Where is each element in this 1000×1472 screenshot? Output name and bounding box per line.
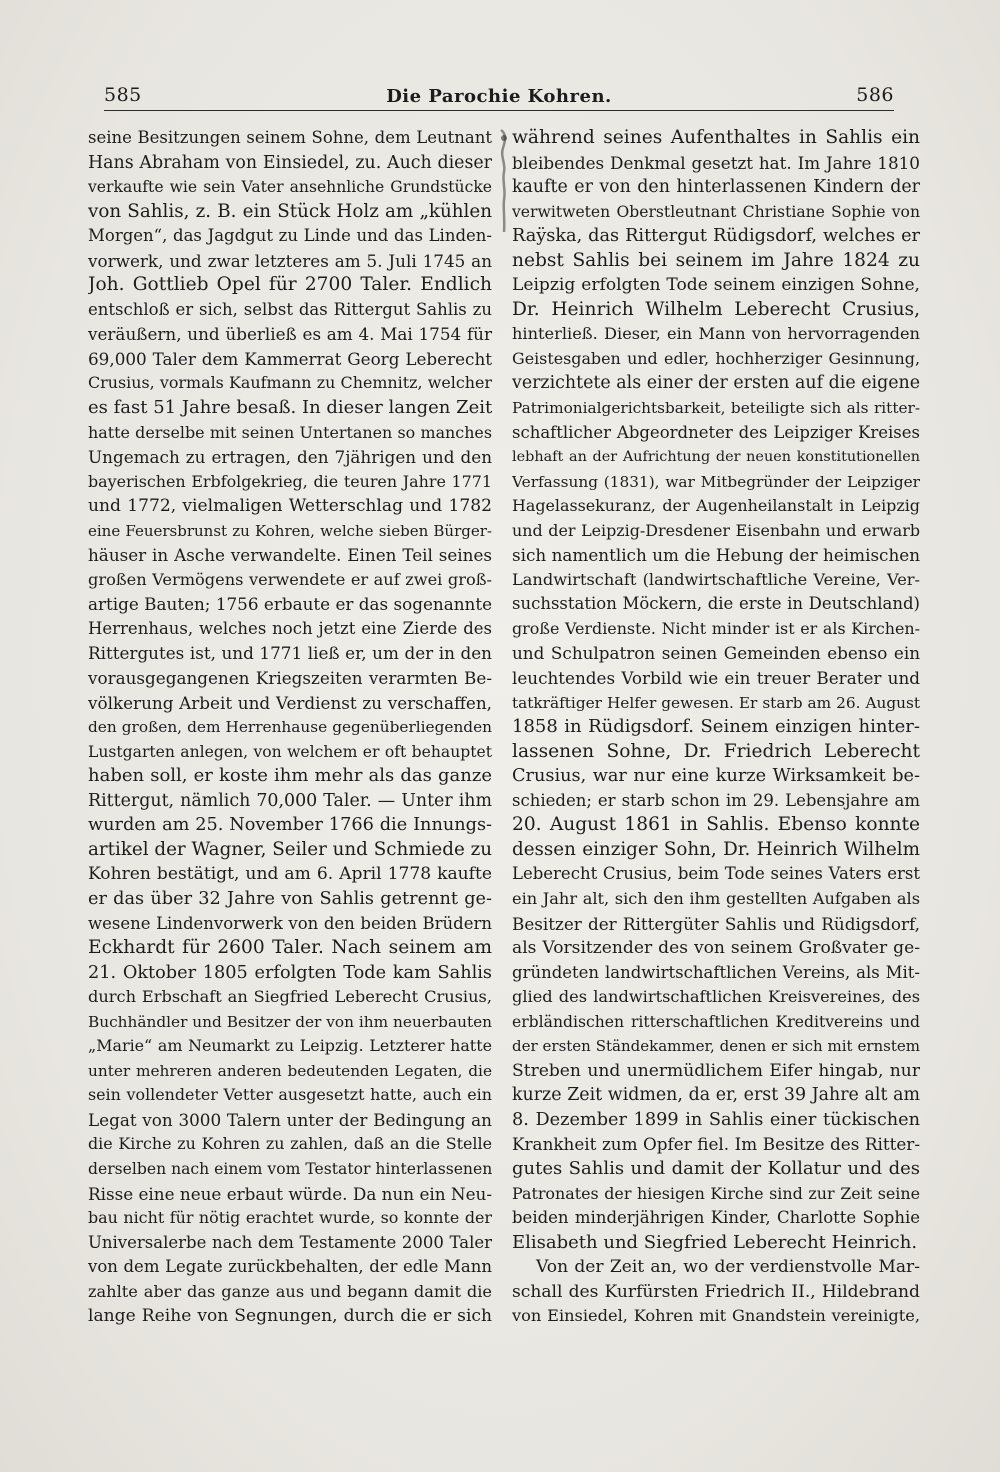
text-line: tatkräftiger Helfer gewesen. Er starb am 26. August bbox=[512, 693, 920, 712]
text-line: die Kirche zu Kohren zu zahlen, daß an die Stelle bbox=[88, 1134, 492, 1154]
text-line: 21. Oktober 1805 erfolgten Tode kam Sahlis bbox=[88, 962, 492, 983]
text-line: hinterließ. Dieser, ein Mann von hervorragenden bbox=[512, 324, 920, 344]
text-line: durch Erbschaft an Siegfried Leberecht Crusius, bbox=[88, 987, 492, 1007]
text-line: große Verdienste. Nicht minder ist er als Kirchen- bbox=[512, 618, 920, 638]
text-line: nebst Sahlis bei seinem im Jahre 1824 zu bbox=[512, 249, 920, 271]
text-line: verzichtete als einer der ersten auf die eigene bbox=[512, 373, 920, 394]
text-line: Eckhardt für 2600 Taler. Nach seinem am bbox=[88, 937, 492, 959]
text-line: es fast 51 Jahre besaß. In dieser langen Zeit bbox=[88, 397, 492, 419]
text-line: eine Feuersbrunst zu Kohren, welche sieben Bürger- bbox=[88, 521, 492, 540]
text-line: verwitweten Oberstleutnant Christiane Sophie von bbox=[512, 202, 920, 221]
right-text-column bbox=[512, 126, 920, 1329]
left-text-column bbox=[88, 126, 492, 1329]
text-line: gründeten landwirtschaftlichen Vereins, als Mit- bbox=[512, 962, 920, 982]
text-line: großen Vermögens verwendete er auf zwei groß- bbox=[88, 569, 492, 589]
text-line: Universalerbe nach dem Testamente 2000 Taler bbox=[88, 1232, 492, 1252]
text-line: veräußern, und überließ es am 4. Mai 1754 für bbox=[88, 324, 492, 345]
text-line: und Schulpatron seinen Gemeinden ebenso ein bbox=[512, 643, 920, 664]
text-line: Dr. Heinrich Wilhelm Leberecht Crusius, bbox=[512, 298, 920, 320]
text-line: erbländischen ritterschaftlichen Kreditvereins und bbox=[512, 1012, 920, 1031]
text-line: 69,000 Taler dem Kammerrat Georg Leberecht bbox=[88, 348, 492, 369]
text-line: Kohren bestätigt, und am 6. April 1778 kaufte bbox=[88, 864, 492, 885]
text-line: Joh. Gottlieb Opel für 2700 Taler. Endlich bbox=[88, 274, 492, 296]
text-line: wurden am 25. November 1766 die Innungs- bbox=[88, 815, 492, 836]
text-line: sein vollendeter Vetter ausgesetzt hatte, auch ein bbox=[88, 1085, 492, 1105]
text-line: Besitzer der Rittergüter Sahlis und Rüdigsdorf, bbox=[512, 913, 920, 934]
text-line: kaufte er von den hinterlassenen Kindern der bbox=[512, 177, 920, 198]
text-line: Crusius, war nur eine kurze Wirksamkeit be- bbox=[512, 766, 920, 787]
text-line: zahlte aber das ganze aus und begann damit die bbox=[88, 1281, 492, 1301]
text-line: unter mehreren anderen bedeutenden Legaten, die bbox=[88, 1061, 492, 1080]
text-line: Landwirtschaft (landwirtschaftliche Vereine, Ver- bbox=[512, 569, 920, 589]
text-line: Patrimonialgerichtsbarkeit, beteiligte sich als ritter- bbox=[512, 399, 920, 418]
text-line: seine Besitzungen seinem Sohne, dem Leutnant bbox=[88, 128, 492, 147]
text-line: Geistesgaben und edler, hochherziger Gesinnung, bbox=[512, 348, 920, 368]
text-line: beiden minderjährigen Kinder, Charlotte Sophie bbox=[512, 1208, 920, 1228]
text-line: vorausgegangenen Kriegszeiten verarmten Be- bbox=[88, 668, 492, 689]
text-line: 1858 in Rüdigsdorf. Seinem einzigen hinter- bbox=[512, 716, 920, 738]
text-line: und der Leipzig-Dresdener Eisenbahn und erwarb bbox=[512, 520, 920, 540]
text-line: häuser in Asche verwandelte. Einen Teil seines bbox=[88, 545, 492, 566]
text-line: verkaufte wie sein Vater ansehnliche Grundstücke bbox=[88, 178, 492, 197]
text-line: kurze Zeit widmen, da er, erst 39 Jahre alt am bbox=[512, 1085, 920, 1106]
text-line: artikel der Wagner, Seiler und Schmiede zu bbox=[88, 838, 492, 860]
text-line: gutes Sahlis und damit der Kollatur und des bbox=[512, 1157, 920, 1179]
text-line: Herrenhaus, welches noch jetzt eine Zierde des bbox=[88, 618, 492, 638]
text-line: vorwerk, und zwar letzteres am 5. Juli 1745 an bbox=[88, 250, 492, 271]
text-line: er das über 32 Jahre von Sahlis getrennt ge- bbox=[88, 888, 492, 909]
text-line: Crusius, vormals Kaufmann zu Chemnitz, welcher bbox=[88, 373, 492, 393]
text-line: Hagelassekuranz, der Augenheilanstalt in Leipzig bbox=[512, 496, 920, 516]
text-line: ein Jahr alt, sich den ihm gestellten Aufgaben als bbox=[512, 888, 920, 908]
text-line: Ungemach zu ertragen, den 7jährigen und den bbox=[88, 447, 492, 468]
text-line: Leberecht Crusius, beim Tode seines Vaters erst bbox=[512, 864, 920, 884]
header-rule bbox=[104, 110, 894, 111]
text-line: Rittergutes ist, und 1771 ließ er, um der in den bbox=[88, 643, 492, 664]
text-line: von dem Legate zurückbehalten, der edle Mann bbox=[88, 1257, 492, 1277]
text-line: Hans Abraham von Einsiedel, zu. Auch dieser bbox=[88, 152, 492, 173]
text-line: „Marie“ am Neumarkt zu Leipzig. Letzterer hatte bbox=[88, 1036, 492, 1056]
text-line: wesene Lindenvorwerk von den beiden Brüdern bbox=[88, 913, 492, 933]
text-line: Leipzig erfolgten Tode seinem einzigen Sohne, bbox=[512, 275, 920, 296]
text-line: und 1772, vielmaligen Wetterschlag und 1782 bbox=[88, 496, 492, 517]
text-line: Lustgarten anlegen, von welchem er oft behauptet bbox=[88, 742, 492, 761]
text-line: als Vorsitzender des von seinem Großvater ge- bbox=[512, 938, 920, 959]
text-line: Risse eine neue erbaut würde. Da nun ein Neu- bbox=[88, 1183, 492, 1204]
text-line: Krankheit zum Opfer fiel. Im Besitze des Ritter- bbox=[512, 1134, 920, 1155]
text-line: lassenen Sohne, Dr. Friedrich Leberecht bbox=[512, 740, 920, 762]
text-line: haben soll, er koste ihm mehr als das ganze bbox=[88, 765, 492, 787]
text-line: 20. August 1861 in Sahlis. Ebenso konnte bbox=[512, 814, 920, 836]
text-line: von Einsiedel, Kohren mit Gnandstein vereinigte, bbox=[512, 1306, 920, 1326]
text-line: bayerischen Erbfolgekrieg, die teuren Jahre 1771 bbox=[88, 471, 492, 491]
text-line: suchsstation Möckern, die erste in Deutschland) bbox=[512, 594, 920, 614]
text-line: der ersten Ständekammer, denen er sich mit ernstem bbox=[512, 1037, 920, 1056]
text-line: artige Bauten; 1756 erbaute er das sogenannte bbox=[88, 594, 492, 615]
page-number-right: 586 bbox=[856, 84, 894, 106]
text-line: Morgen“, das Jagdgut zu Linde und das Linden- bbox=[88, 226, 492, 246]
gutter-smudge bbox=[496, 128, 512, 238]
text-line: Rittergut, nämlich 70,000 Taler. — Unter ihm bbox=[88, 790, 492, 811]
text-line: Buchhändler und Besitzer der von ihm neuerbauten bbox=[88, 1012, 492, 1031]
text-line: 8. Dezember 1899 in Sahlis einer tückischen bbox=[512, 1109, 920, 1130]
text-line: Raÿska, das Rittergut Rüdigsdorf, welches er bbox=[512, 226, 920, 247]
text-line: lange Reihe von Segnungen, durch die er sich bbox=[88, 1306, 492, 1327]
text-line: lebhaft an der Aufrichtung der neuen konstitutionellen bbox=[512, 449, 920, 466]
text-line: bau nicht für nötig erachtet wurde, so konnte der bbox=[88, 1208, 492, 1228]
text-line: Elisabeth und Siegfried Leberecht Heinrich. bbox=[512, 1231, 918, 1253]
text-line: dessen einziger Sohn, Dr. Heinrich Wilhelm bbox=[512, 838, 920, 860]
text-line: schieden; er starb schon im 29. Lebensjahre am bbox=[512, 790, 920, 810]
text-line: Patronates der hiesigen Kirche sind zur Zeit seine bbox=[512, 1183, 920, 1203]
text-line: Verfassung (1831), war Mitbegründer der Leipziger bbox=[512, 472, 920, 491]
text-line: derselben nach einem vom Testator hinterlassenen bbox=[88, 1159, 492, 1178]
text-line: völkerung Arbeit und Verdienst zu verschaffen, bbox=[88, 692, 492, 713]
text-line: leuchtendes Vorbild wie ein treuer Berater und bbox=[512, 668, 920, 689]
text-line: den großen, dem Herrenhause gegenüberliegenden bbox=[88, 718, 492, 737]
text-line: schaftlicher Abgeordneter des Leipziger Kreises bbox=[512, 422, 920, 442]
text-line: hatte derselbe mit seinen Untertanen so manches bbox=[88, 422, 492, 442]
text-line: glied des landwirtschaftlichen Kreisvereines, des bbox=[512, 987, 920, 1007]
text-line: Streben und unermüdlichem Eifer hingab, nur bbox=[512, 1060, 920, 1081]
page-number-left: 585 bbox=[104, 84, 142, 106]
text-line: Von der Zeit an, wo der verdienstvolle Mar- bbox=[536, 1257, 920, 1278]
text-line: bleibendes Denkmal gesetzt hat. Im Jahre 1810 bbox=[512, 152, 920, 173]
text-line: von Sahlis, z. B. ein Stück Holz am „kühlen bbox=[88, 200, 492, 222]
text-line: während seines Aufenthaltes in Sahlis ein bbox=[512, 127, 920, 148]
text-line: sich namentlich um die Hebung der heimischen bbox=[512, 545, 920, 566]
text-line: Legat von 3000 Talern unter der Bedingung an bbox=[88, 1109, 492, 1130]
running-title: Die Parochie Kohren. bbox=[386, 86, 612, 107]
text-line: schall des Kurfürsten Friedrich II., Hildebrand bbox=[512, 1281, 920, 1302]
text-line: entschloß er sich, selbst das Rittergut Sahlis zu bbox=[88, 299, 492, 319]
